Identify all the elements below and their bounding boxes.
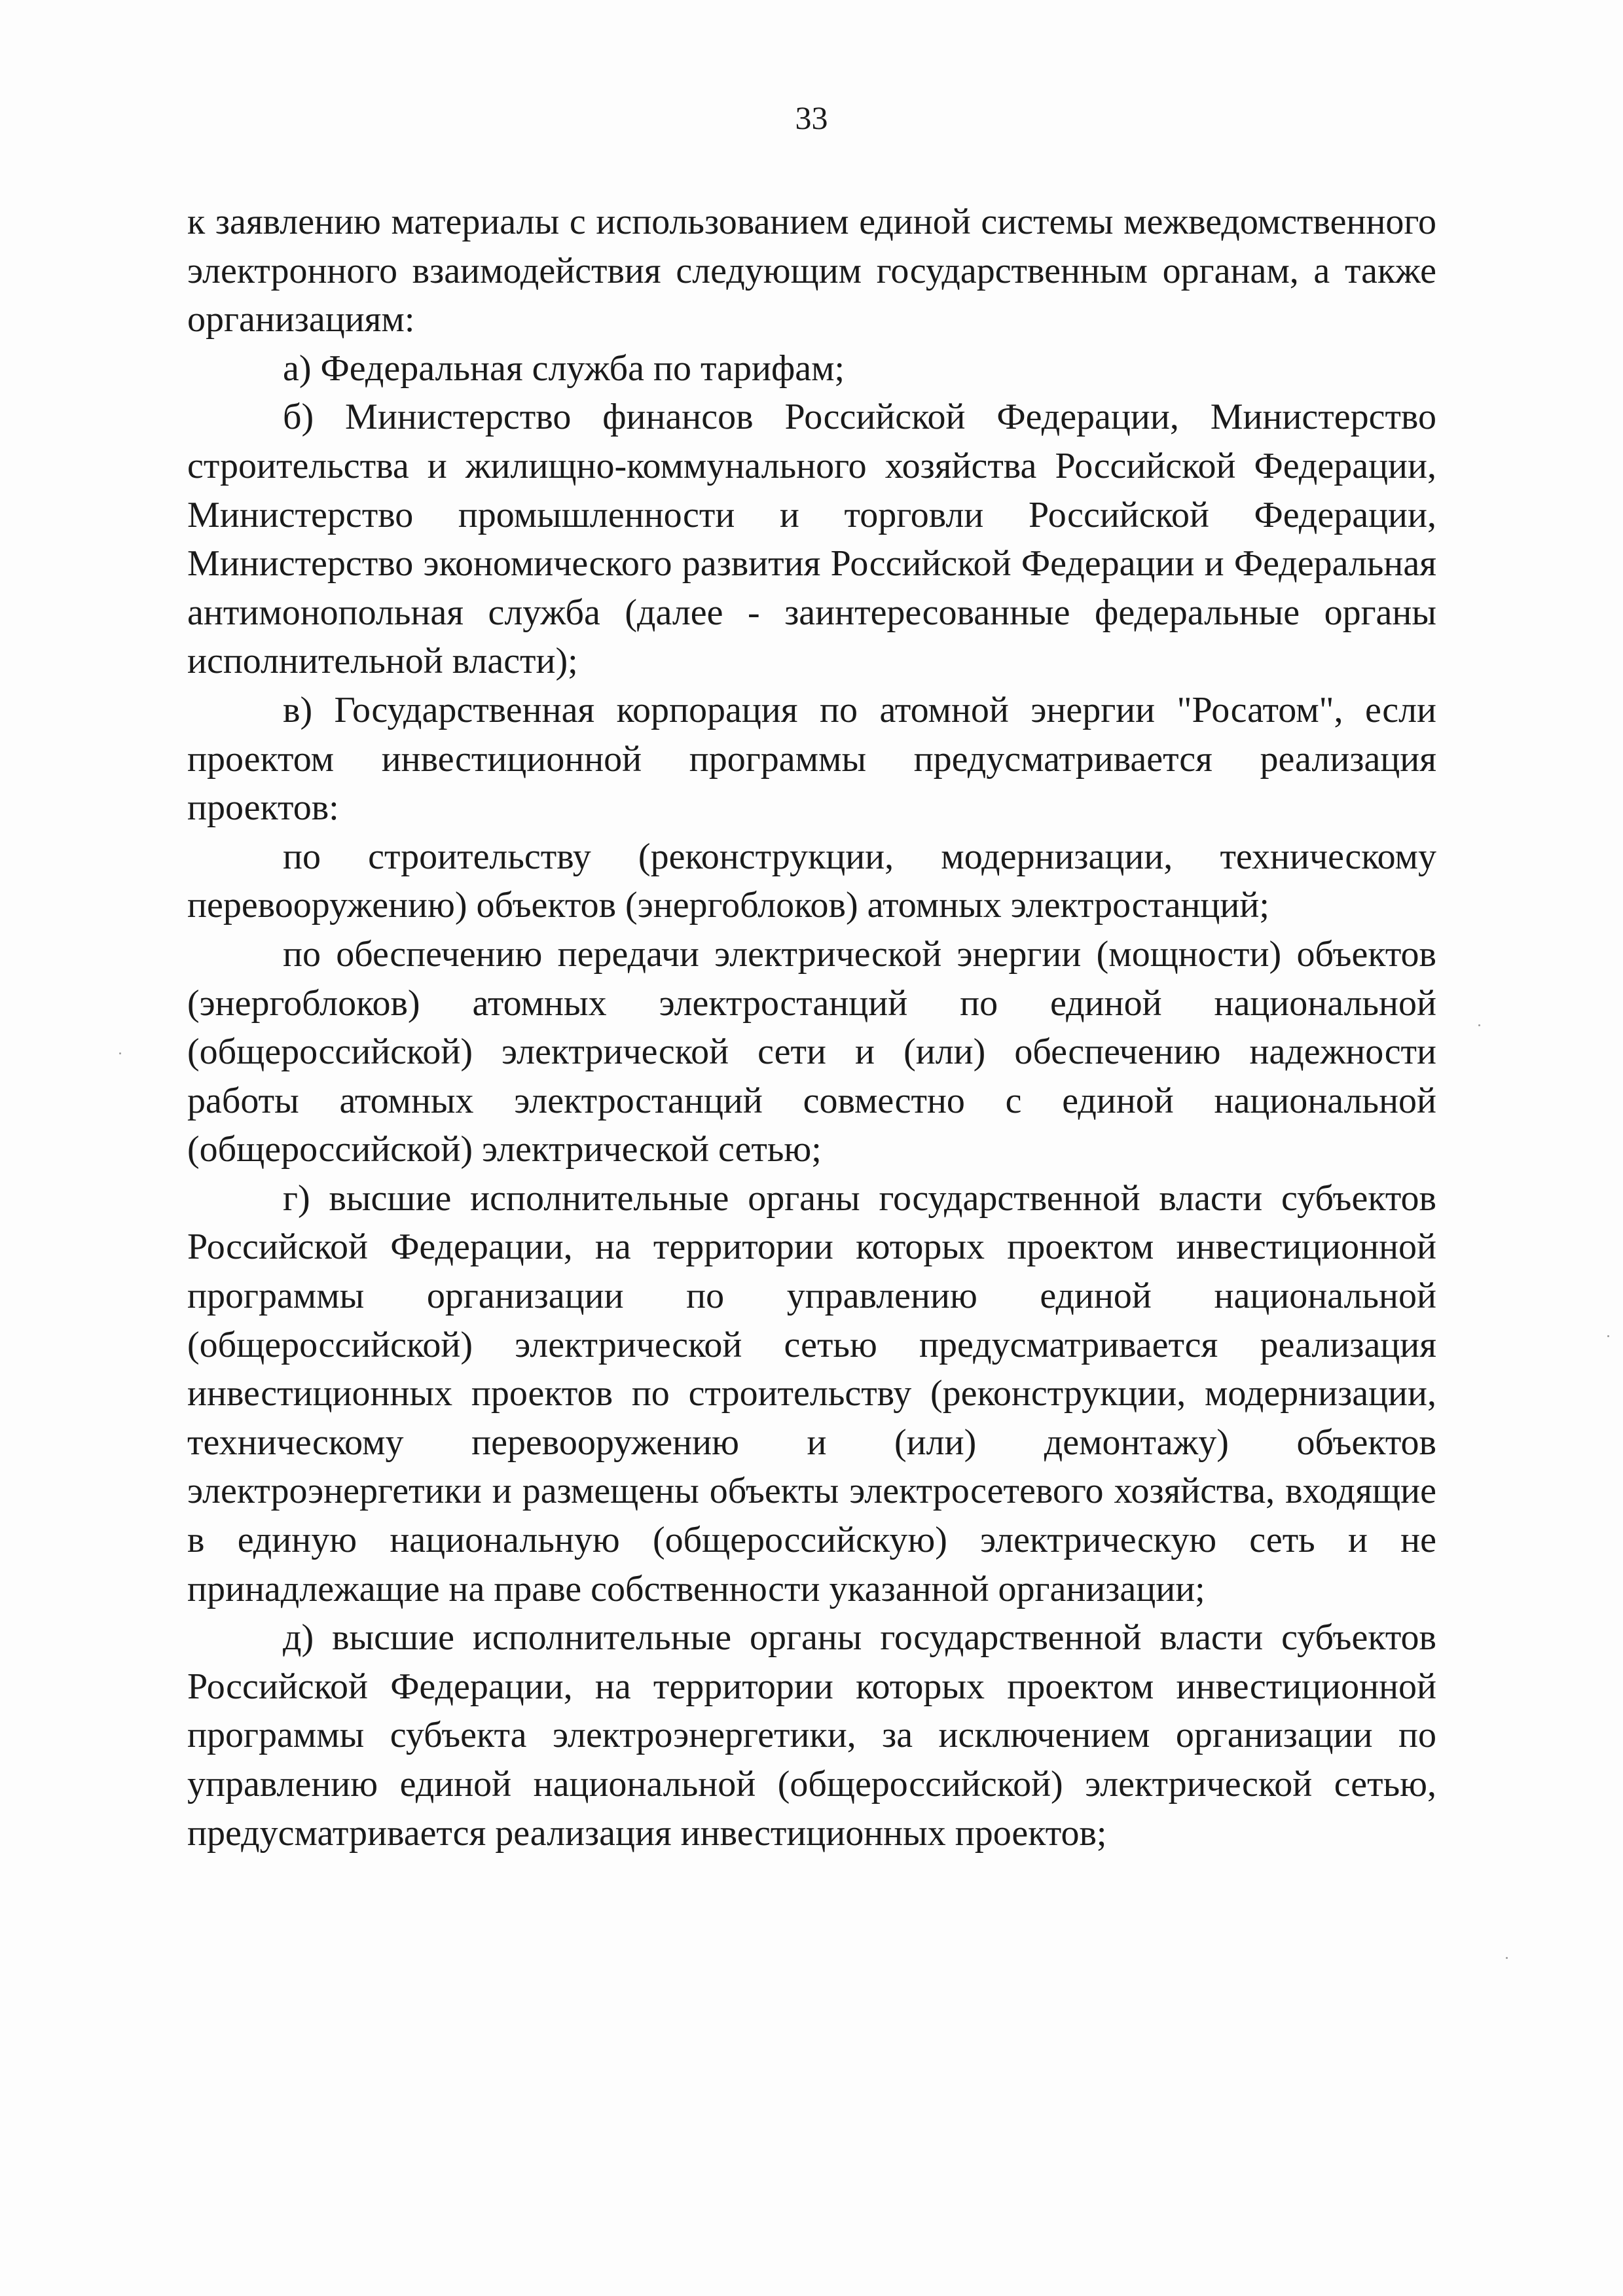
paragraph-item-v: в) Государственная корпорация по атомной энергии "Росатом", если проектом инвестиционной программы предусматривается реализация проектов:	[187, 689, 1436, 829]
paragraph-item-d: д) высшие исполнительные органы государственной власти субъектов Российской Федерации, на территории которых проектом инвестиционной программы субъекта электроэнергетики, за исключением организации по управлению единой национальной (общероссийской) электрической сетью, предусматривается реализация инвестиционных проектов;	[187, 1617, 1436, 1854]
scan-speck	[119, 1052, 121, 1054]
paragraph-item-a: а) Федеральная служба по тарифам;	[283, 348, 845, 389]
paragraph-subitem-transmission: по обеспечению передачи электрической энергии (мощности) объектов (энергоблоков) атомных электростанций по единой национальной (общероссийской) электрической сети и (или) обеспечению надежности работы атомных электростанций совместно с единой национальной (общероссийской) электрической сетью;	[187, 933, 1436, 1170]
page-number: 33	[795, 99, 828, 136]
scan-speck	[1478, 1024, 1480, 1026]
paragraph-item-g: г) высшие исполнительные органы государственной власти субъектов Российской Федерации, на территории которых проектом инвестиционной программы организации по управлению единой национальной (общероссийской) электрической сетью предусматривается реализация инвестиционных проектов по строительству (реконструкции, модернизации, техническому перевооружению и (или) демонтажу) объектов электроэнергетики и размещены объекты электросетевого хозяйства, входящие в единую национальную (общероссийскую) электрическую сеть и не принадлежащие на праве собственности указанной организации;	[187, 1177, 1436, 1609]
paragraph-continuation: к заявлению материалы с использованием единой системы межведомственного электронного взаимодействия следующим государственным органам, а также организациям:	[187, 202, 1436, 340]
scan-speck	[1506, 1957, 1508, 1959]
scan-speck	[1607, 1335, 1609, 1337]
paragraph-item-b: б) Министерство финансов Российской Федерации, Министерство строительства и жилищно-коммунального хозяйства Российской Федерации, Министерство промышленности и торговли Российской Федерации, Министерство экономического развития Российской Федерации и Федеральная антимонопольная служба (далее - заинтересованные федеральные органы исполнительной власти);	[187, 397, 1436, 682]
paragraph-subitem-construction: по строительству (реконструкции, модернизации, техническому перевооружению) объектов (энергоблоков) атомных электростанций;	[187, 836, 1436, 926]
document-body	[187, 198, 1436, 1857]
